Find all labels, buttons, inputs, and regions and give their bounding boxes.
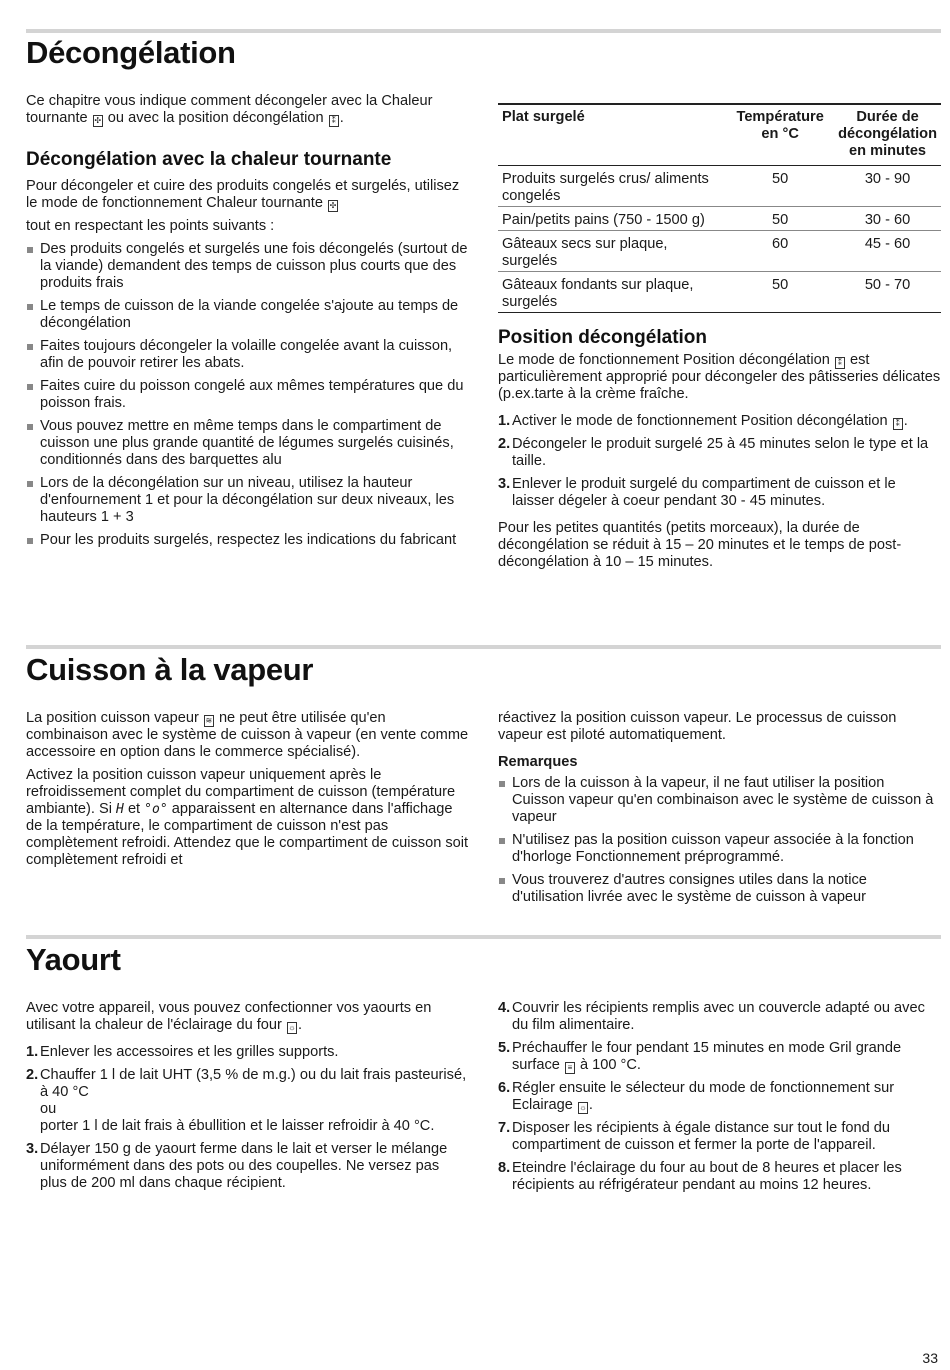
display-symbol-o: °o° [144,802,168,817]
step-item: 2. Décongeler le produit surgelé 25 à 45 minutes selon le type et la taille. [498,436,929,469]
list-item: Faites cuire du poisson congelé aux mêmes températures que du poisson frais. [26,378,469,412]
list-item: Lors de la décongélation sur un niveau, utilisez la hauteur d'enfournement 1 et pour la décongélation sur deux niveaux, les hauteurs 1 + 3 [26,475,469,526]
steam-paragraph-3: réactivez la position cuisson vapeur. Le processus de cuisson vapeur est piloté automatiquement. [498,710,897,743]
list-item: N'utilisez pas la position cuisson vapeur associée à la fonction d'horloge Fonctionnement préprogrammé. [498,832,941,866]
position-paragraph-2: Pour les petites quantités (petits morceaux), la durée de décongélation se réduit à 15 – 20 minutes et le temps de post-décongélation à 10 – 15 minutes. [498,520,902,570]
steam-paragraph-1: La position cuisson vapeur ≋ ne peut être utilisée qu'en combinaison avec le système de cuisson à vapeur (en vente comme accessoire en option dans le commerce spécialisé). [26,710,469,760]
display-symbol-h: H [116,802,124,817]
steam-paragraph-2: Activez la position cuisson vapeur uniquement après le refroidissement complet du compartiment de cuisson (température ambiante). Si H et °o° apparaissent en alternance dans l'affichage de la température, le compartiment de cuisson n'est pas complètement refroidi. Attendez que le compartiment de cuisson soit complètement refroidi et [26,767,469,868]
steam-icon: ≋ [205,716,213,725]
list-item: Faites toujours décongeler la volaille congelée avant la cuisson, afin de pouvoir retirer les abats. [26,338,469,372]
section-title-yaourt: Yaourt [26,942,121,977]
step-item: 4. Couvrir les récipients remplis avec un couvercle adapté ou avec du film alimentaire. [498,1000,925,1033]
table-cell: 30 - 60 [834,207,941,231]
step-item: 8. Eteindre l'éclairage du four au bout de 8 heures et placer les récipients au réfrigérateur pendant au moins 12 heures. [498,1160,902,1193]
table-cell: 50 [726,166,834,207]
table-cell: 50 [726,272,834,313]
yaourt-left-column [26,1000,469,1198]
table-row [498,231,941,272]
table-cell: 50 [726,207,834,231]
vapeur-left-column [26,710,469,875]
position-paragraph: Le mode de fonctionnement Position décongélation ⁑ est particulièrement approprié pour décongeler des pâtisseries délicates (p.ex.tarte à la crème fraîche. [498,352,941,402]
step-item: 7. Disposer les récipients à égale distance sur tout le fond du compartiment de cuisson et fermer la porte de l'appareil. [498,1120,891,1153]
table-cell: 60 [726,231,834,272]
list-item: Des produits congelés et surgelés une fois décongelés (surtout de la viande) demandent des temps de cuisson plus courts que des produits frais [26,241,469,292]
list-item: Lors de la cuisson à la vapeur, il ne faut utiliser la position Cuisson vapeur qu'en combinaison avec le système de cuisson à vapeur [498,775,941,826]
table-cell: 45 - 60 [834,231,941,272]
defrost-icon: ⁑ [893,418,903,430]
section-title-decongelation: Décongélation [26,35,236,70]
oven-light-icon: ☼ [579,1103,587,1112]
yaourt-right-column [498,1000,941,1200]
fan-icon: ✣ [94,116,102,125]
step-item: 1. Activer le mode de fonctionnement Position décongélation ⁑ . [498,413,908,429]
table-cell: Pain/petits pains (750 - 1500 g) [498,207,726,231]
defrost-table [498,103,941,313]
decongelation-left-column [26,93,469,555]
section-divider [26,935,941,939]
decongelation-right-column [498,103,941,577]
column-header: Température en °C [726,104,834,166]
list-item: Pour les produits surgelés, respectez les indications du fabricant [26,532,469,549]
table-row [498,272,941,313]
column-header: Plat surgelé [498,104,726,166]
step-item: 2. Chauffer 1 l de lait UHT (3,5 % de m.g.) ou du lait frais pasteurisé, à 40 °C ou porter 1 l de lait frais à ébullition et le laisser refroidir à 40 °C. [26,1067,467,1134]
page-number: 33 [922,1350,938,1366]
remarks-heading: Remarques [498,754,578,770]
section-divider [26,29,941,33]
heading-fan-defrost: Décongélation avec la chaleur tournante [26,149,392,170]
defrost-tips-list [26,241,469,549]
step-item: 6. Régler ensuite le sélecteur du mode de fonctionnement sur Eclairage ☼ . [498,1080,895,1113]
table-header-row [498,104,941,166]
list-item: Vous pouvez mettre en même temps dans le compartiment de cuisson une plus grande quantité de légumes surgelés cuisinés, conditionnés dans des barquettes alu [26,418,469,469]
table-cell: Produits surgelés crus/ aliments congelés [498,166,726,207]
yogurt-intro: Avec votre appareil, vous pouvez confectionner vos yaourts en utilisant la chaleur de l'éclairage du four ☼ . [26,1000,432,1033]
fan-icon: ✣ [329,201,337,210]
table-row [498,207,941,231]
defrost-steps [498,413,941,510]
step-item: 3. Enlever le produit surgelé du compartiment de cuisson et le laisser dégeler à coeur pendant 30 - 45 minutes. [498,476,896,509]
yogurt-steps-left [26,1044,469,1192]
intro-paragraph: Ce chapitre vous indique comment décongeler avec la Chaleur tournante ✣ ou avec la position décongélation ⁑ . [26,93,433,126]
defrost-icon: ⁑ [329,115,339,127]
heading-defrost-position: Position décongélation [498,327,708,348]
fan-paragraph-2: tout en respectant les points suivants : [26,218,275,234]
list-item: Vous trouverez d'autres consignes utiles dans la notice d'utilisation livrée avec le système de cuisson à vapeur [498,872,941,906]
list-item: Le temps de cuisson de la viande congelée s'ajoute au temps de décongélation [26,298,469,332]
yogurt-steps-right [498,1000,941,1194]
section-title-vapeur: Cuisson à la vapeur [26,652,314,687]
table-cell: 30 - 90 [834,166,941,207]
defrost-icon: ⁑ [835,357,845,369]
column-header: Durée de décongélation en minutes [834,104,941,166]
step-item: 3. Délayer 150 g de yaourt ferme dans le lait et verser le mélange uniformément dans des pots ou des coupelles. Ne versez pas plus de 200 ml dans chaque récipient. [26,1141,448,1191]
remarks-list [498,775,941,906]
table-cell: Gâteaux fondants sur plaque, surgelés [498,272,726,313]
table-cell: 50 - 70 [834,272,941,313]
table-row [498,166,941,207]
section-divider [26,645,941,649]
grill-icon: ≡ [565,1062,575,1074]
step-item: 5. Préchauffer le four pendant 15 minutes en mode Gril grande surface ≡ à 100 °C. [498,1040,902,1073]
step-item: 1. Enlever les accessoires et les grilles supports. [26,1044,339,1060]
oven-light-icon: ☼ [288,1023,296,1032]
fan-paragraph: Pour décongeler et cuire des produits congelés et surgelés, utilisez le mode de fonctionnement Chaleur tournante ✣ [26,178,460,211]
table-cell: Gâteaux secs sur plaque, surgelés [498,231,726,272]
vapeur-right-column [498,710,941,912]
